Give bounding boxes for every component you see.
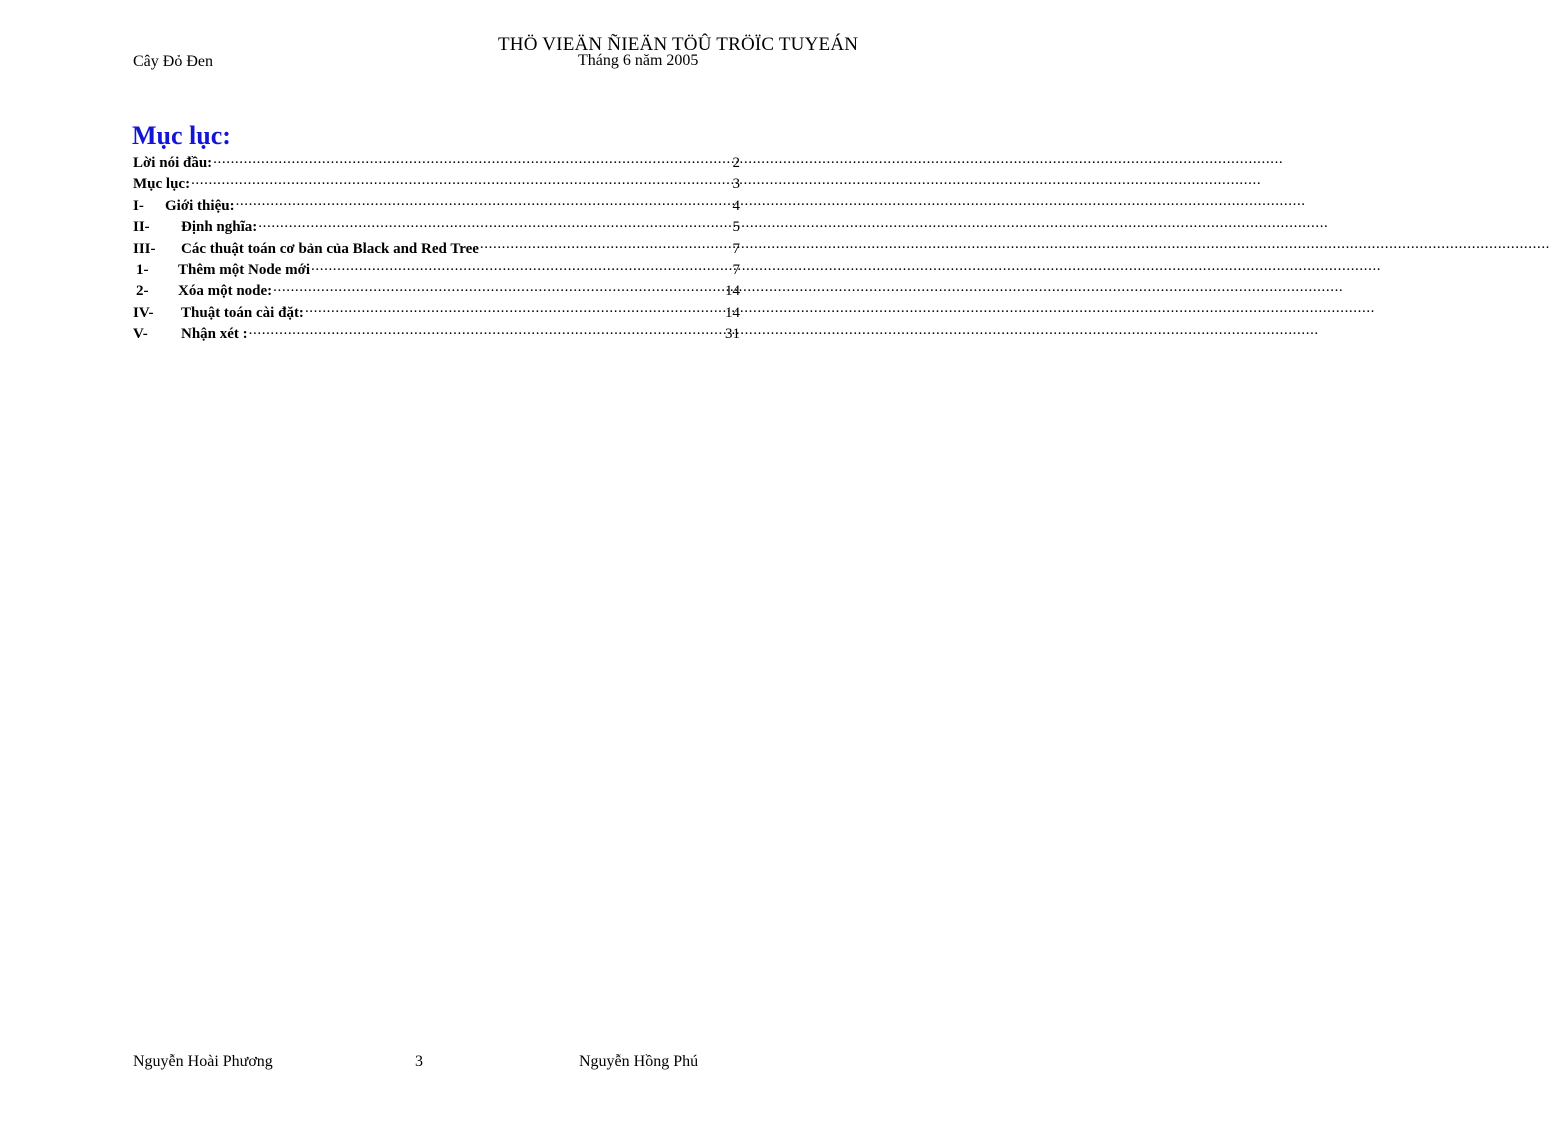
- toc-entry-page: 4: [732, 197, 740, 214]
- toc-entry-label: Thuật toán cài đặt:: [181, 304, 304, 321]
- footer-page-number: 3: [415, 1053, 423, 1070]
- toc-entry-page: 31: [725, 326, 740, 343]
- toc-entry-label: Định nghĩa:: [181, 219, 258, 236]
- toc-leader-dots: [213, 153, 731, 167]
- toc-entry-number: V-: [133, 326, 148, 343]
- footer-author-left: Nguyễn Hoài Phương: [133, 1053, 273, 1070]
- toc-leader-dots: [311, 260, 731, 274]
- toc-entry-page: 3: [732, 176, 740, 193]
- toc-entry-label: Thêm một Node mới: [178, 261, 311, 278]
- toc-leader-dots: [191, 174, 731, 188]
- toc-title: Mục lục:: [132, 121, 231, 150]
- table-of-contents: [133, 153, 740, 346]
- header-watermark: THÖ VIEÄN ÑIEÄN TÖÛ TRÖÏC TUYEÁN: [498, 34, 859, 55]
- toc-entry-number: I-: [133, 197, 144, 214]
- toc-entry-number: II-: [133, 219, 150, 236]
- toc-entry-page: 5: [732, 219, 740, 236]
- footer-author-right: Nguyễn Hồng Phú: [579, 1053, 699, 1070]
- toc-leader-dots: [249, 324, 724, 338]
- toc-entry-page: 2: [732, 155, 740, 171]
- toc-leader-dots: [236, 196, 732, 210]
- toc-entry-label: Nhận xét :: [181, 326, 248, 343]
- toc-entry-remarks[interactable]: [133, 324, 740, 345]
- toc-entry-page: 7: [732, 240, 740, 257]
- toc-entry-label: Xóa một node:: [178, 283, 273, 300]
- toc-entry-page: 7: [732, 261, 740, 278]
- toc-entry-number: 2-: [136, 283, 149, 300]
- toc-entry-number: III-: [133, 240, 156, 257]
- toc-entry-number: 1-: [136, 261, 149, 278]
- toc-leader-dots: [258, 217, 731, 231]
- toc-entry-label: Lời nói đầu:: [133, 155, 213, 171]
- toc-entry-label: Giới thiệu:: [165, 197, 235, 214]
- toc-entry-label: Mục lục:: [133, 176, 191, 193]
- toc-entry-label: Các thuật toán cơ bản của Black and Red Tree: [181, 240, 479, 257]
- toc-entry-page: 14: [725, 283, 740, 300]
- toc-leader-dots: [273, 281, 724, 295]
- toc-leader-dots: [305, 303, 724, 317]
- header-date: Tháng 6 năm 2005: [578, 52, 699, 69]
- toc-leader-dots: [480, 239, 732, 253]
- toc-entry-number: IV-: [133, 304, 154, 321]
- header-doc-title: Cây Đỏ Đen: [133, 53, 213, 70]
- toc-entry-page: 14: [725, 304, 740, 321]
